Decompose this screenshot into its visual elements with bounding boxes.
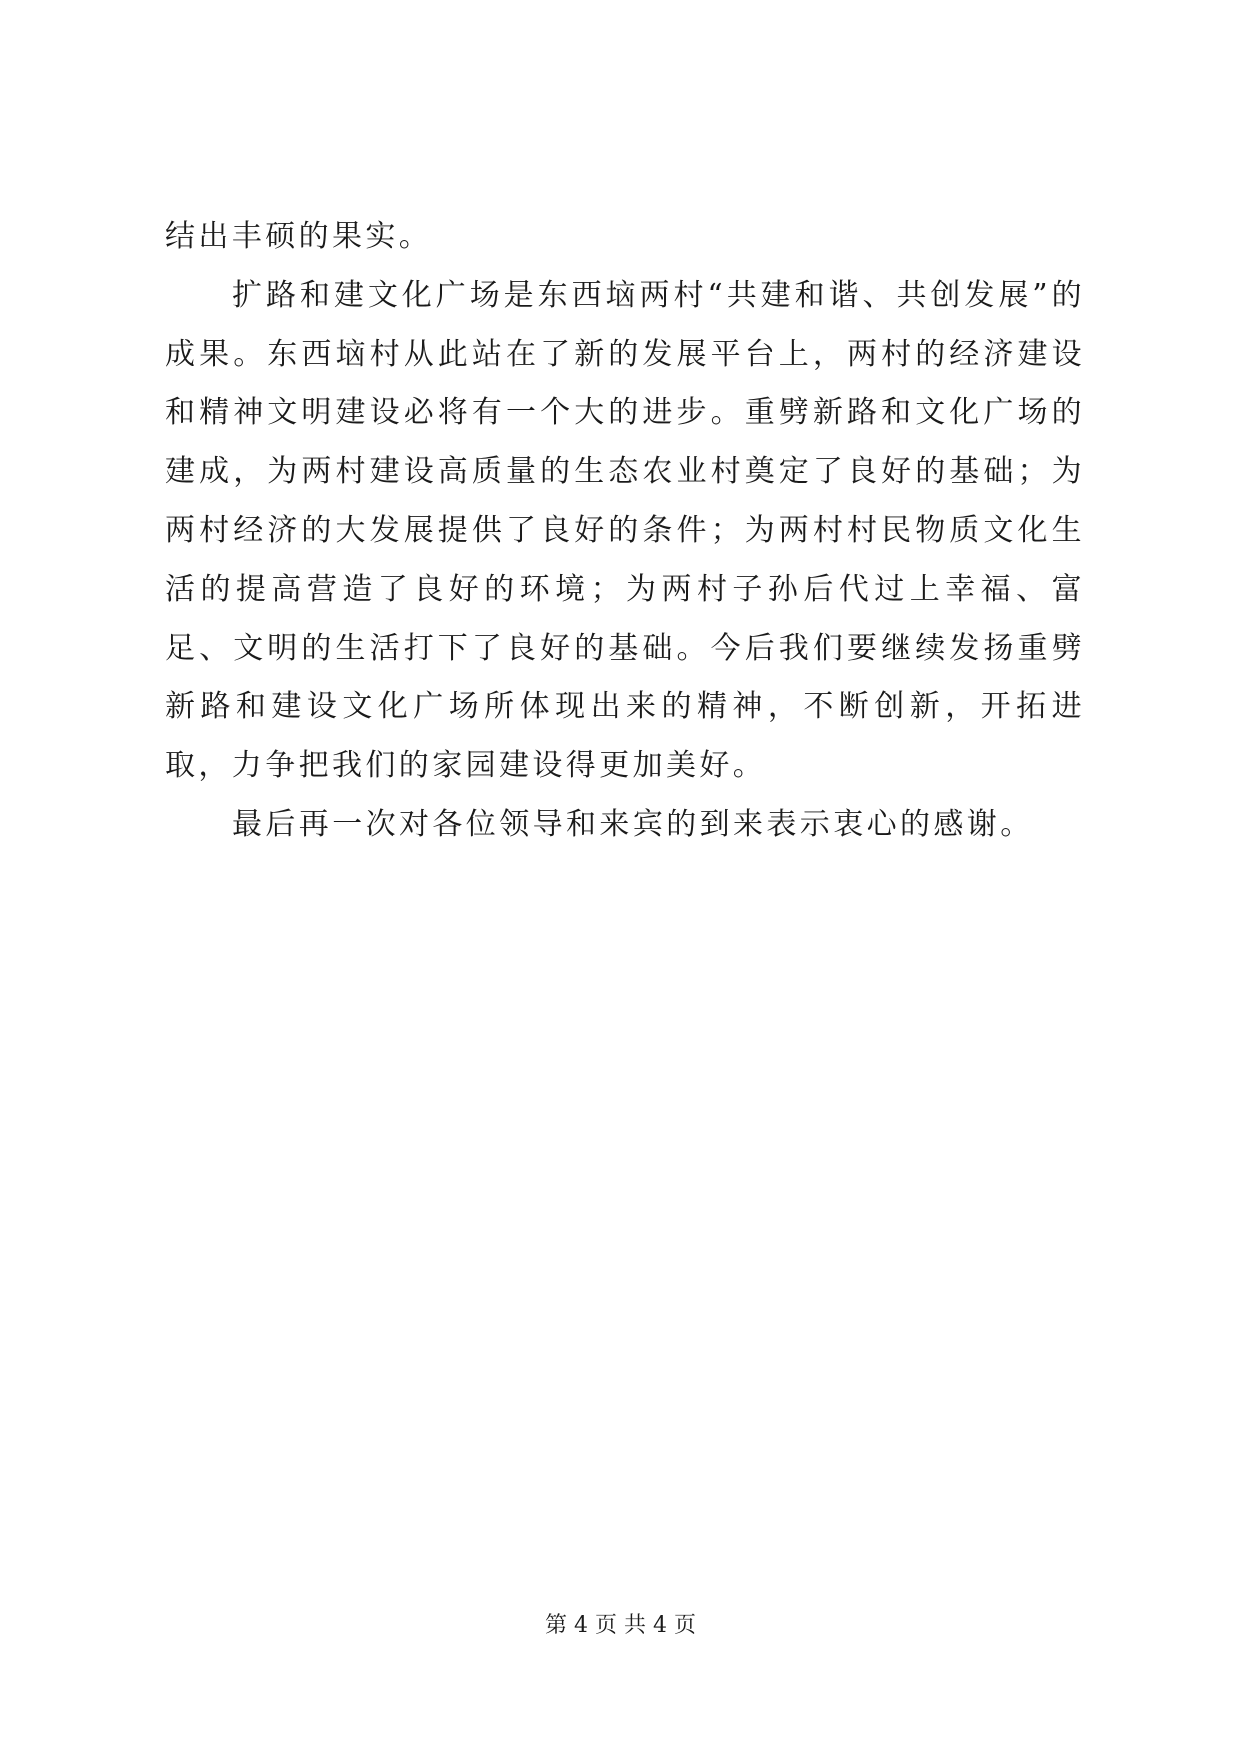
paragraph-continuation: 结出丰硕的果实。	[165, 219, 433, 254]
page-footer	[0, 1611, 1241, 1641]
paragraph-closing-thanks: 最后再一次对各位领导和来宾的到来表示衷心的感谢。	[232, 806, 1034, 842]
document-body	[165, 208, 1085, 855]
page-number-label: 第 4 页 共 4 页	[545, 1613, 696, 1638]
paragraph-road-and-plaza: 扩路和建文化广场是东西垴两村“共建和谐、共创发展”的成果。东西垴村从此站在了新的发展平台上，两村的经济建设和精神文明建设必将有一个大的进步。重劈新路和文化广场的建成，为两村建设高质量的生态农业村奠定了良好的基础；为两村经济的大发展提供了良好的条件；为两村村民物质文化生活的提高营造了良好的环境；为两村子孙后代过上幸福、富足、文明的生活打下了良好的基础。今后我们要继续发扬重劈新路和建设文化广场所体现出来的精神，不断创新，开拓进取，力争把我们的家园建设得更加美好。	[165, 277, 1085, 784]
